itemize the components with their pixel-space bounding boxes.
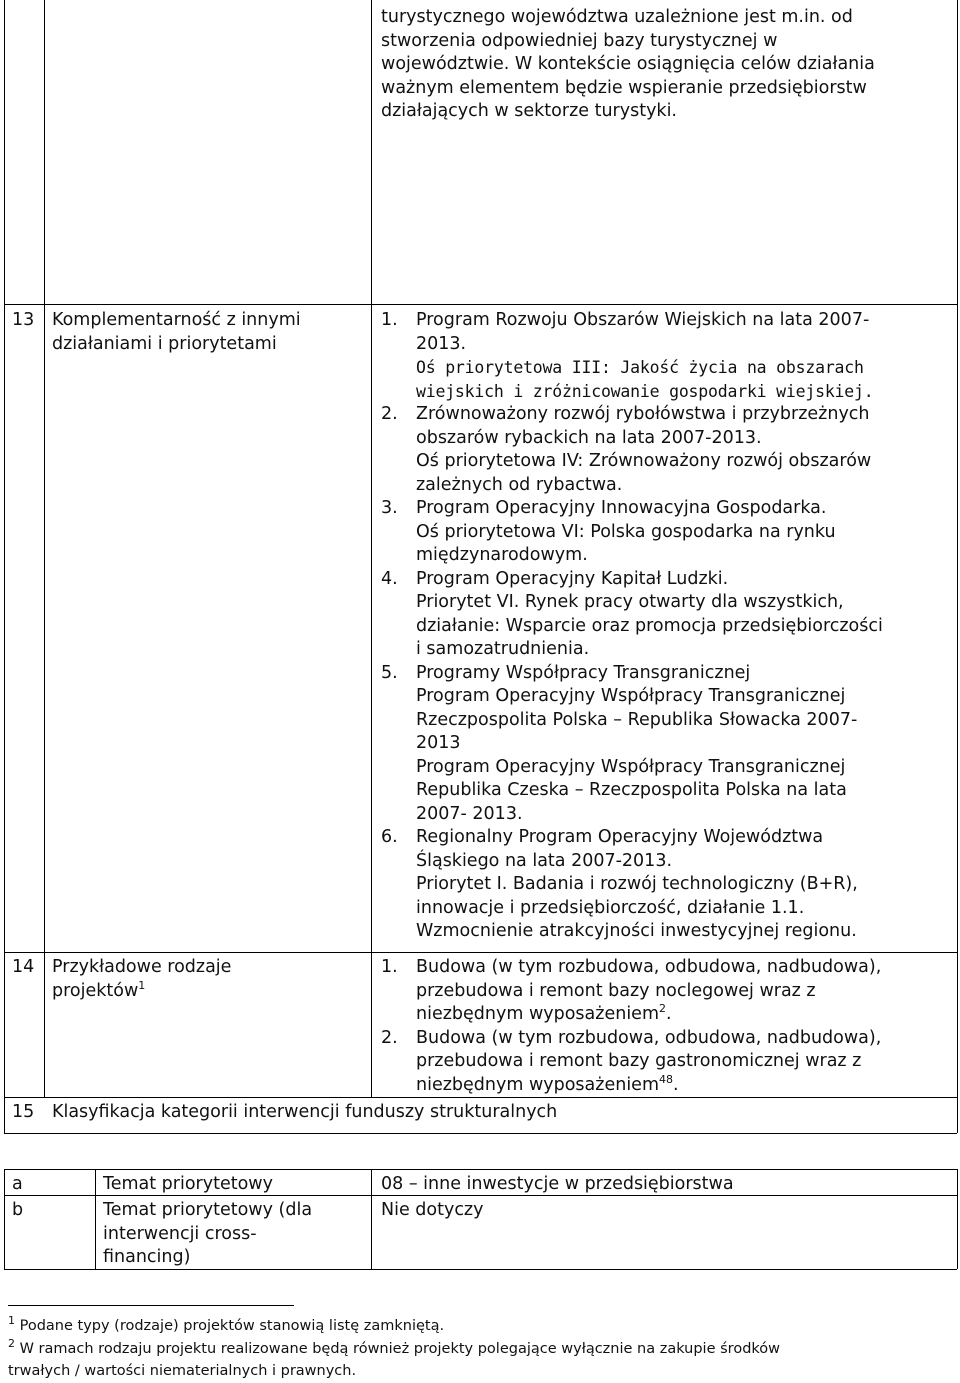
- list-number: 5.: [381, 662, 398, 683]
- text-line: działających w sektorze turystyki.: [381, 101, 677, 121]
- footnote-separator: [8, 1305, 294, 1306]
- list-number: 2.: [381, 1027, 398, 1048]
- text-line: Budowa (w tym rozbudowa, odbudowa, nadbudowa),: [416, 957, 882, 977]
- text-line: [416, 1074, 953, 1098]
- list-number: 4.: [381, 568, 398, 589]
- text-line: przebudowa i remont bazy noclegowej wraz z: [416, 980, 816, 1001]
- table-col-divider-2: [371, 0, 372, 1097]
- list-number: 6.: [381, 827, 398, 847]
- list-item: [381, 497, 953, 568]
- text-line: wiejskich i zróżnicowanie gospodarki wiejskiej.: [416, 381, 874, 401]
- text-line: Programy Współpracy Transgranicznej: [416, 662, 751, 683]
- subtable-label-b: [103, 1199, 367, 1270]
- top-cell-text: [381, 6, 953, 124]
- row-number-15: 15: [12, 1102, 35, 1122]
- footnote-ref[interactable]: 2: [659, 1002, 666, 1016]
- list-item: [381, 956, 953, 1027]
- footnote-1: [8, 1316, 948, 1336]
- row-number-13: 13: [12, 310, 35, 330]
- text-line: zależnych od rybactwa.: [416, 474, 623, 495]
- text-line: przebudowa i remont bazy gastronomicznej wraz z: [416, 1051, 862, 1071]
- text-line: [416, 1003, 953, 1027]
- text-line: Oś priorytetowa III: Jakość życia na obszarach: [416, 358, 864, 377]
- text-line: Republika Czeska – Rzeczpospolita Polska na lata: [416, 780, 847, 800]
- row-label-14: [52, 956, 367, 1003]
- row-divider-13: [4, 304, 957, 305]
- text-line: Program Operacyjny Współpracy Transgranicznej: [416, 686, 846, 706]
- list-item: [381, 568, 953, 662]
- footnote-mark: 2: [8, 1337, 15, 1351]
- text-line: Program Operacyjny Kapitał Ludzki.: [416, 568, 729, 589]
- text-line: Priorytet I. Badania i rozwój technologiczny (B+R),: [416, 874, 858, 894]
- label-line: Temat priorytetowy (dla: [103, 1200, 313, 1220]
- footnote-line: trwałych / wartości niematerialnych i prawnych.: [8, 1363, 357, 1379]
- subtable-key-a: a: [12, 1174, 23, 1194]
- subtable-value-b: Nie dotyczy: [381, 1200, 484, 1220]
- text-line: województwie. W kontekście osiągnięcia celów działania: [381, 54, 875, 74]
- row-number-14: 14: [12, 957, 35, 977]
- text-fragment: .: [673, 1074, 679, 1095]
- text-fragment: niezbędnym wyposażeniem: [416, 1004, 659, 1024]
- text-line: Oś priorytetowa IV: Zrównoważony rozwój obszarów: [416, 451, 872, 471]
- subtable-label-a: Temat priorytetowy: [103, 1174, 273, 1194]
- table-border-bottom: [4, 1133, 957, 1134]
- list-item: [381, 826, 953, 944]
- text-line: Śląskiego na lata 2007-2013.: [416, 850, 673, 871]
- list-number: 1.: [381, 310, 398, 330]
- text-line: Budowa (w tym rozbudowa, odbudowa, nadbudowa),: [416, 1027, 882, 1048]
- list-item: [381, 309, 953, 403]
- text-line: stworzenia odpowiedniej bazy turystycznej w: [381, 30, 778, 51]
- complementarity-list: [381, 309, 953, 944]
- project-types-list: [381, 956, 953, 1097]
- subtable-border-top: [4, 1169, 957, 1170]
- row-divider-14: [4, 952, 957, 953]
- text-line: i samozatrudnienia.: [416, 639, 590, 659]
- list-number: 2.: [381, 404, 398, 424]
- label-line: Przykładowe rodzaje: [52, 957, 232, 977]
- list-item: [381, 1027, 953, 1098]
- text-line: międzynarodowym.: [416, 545, 588, 565]
- subtable-key-b: b: [12, 1200, 24, 1220]
- text-line: innowacje i przedsiębiorczość, działanie 1.1.: [416, 897, 805, 918]
- footnote-ref[interactable]: 48: [659, 1072, 673, 1086]
- text-line: ważnym elementem będzie wspieranie przedsiębiorstw: [381, 77, 867, 98]
- list-number: 1.: [381, 957, 398, 977]
- text-line: 2013: [416, 733, 461, 753]
- subtable-value-a: 08 – inne inwestycje w przedsiębiorstwa: [381, 1174, 734, 1194]
- subtable-col-divider-1: [95, 1169, 96, 1269]
- list-number: 3.: [381, 498, 398, 518]
- label-line: financing): [103, 1247, 191, 1267]
- text-line: 2007- 2013.: [416, 803, 523, 824]
- label-text: projektów: [52, 980, 139, 1001]
- text-line: Program Rozwoju Obszarów Wiejskich na lata 2007-: [416, 310, 870, 330]
- text-line: Oś priorytetowa VI: Polska gospodarka na rynku: [416, 521, 836, 542]
- row-divider-15: [4, 1097, 957, 1098]
- text-line: Zrównoważony rozwój rybołówstwa i przybrzeżnych: [416, 404, 870, 424]
- row-label-13: [52, 309, 367, 356]
- subtable-border-right: [957, 1169, 958, 1269]
- label-line: Komplementarność z innymi: [52, 310, 301, 330]
- row-label-15: Klasyfikacja kategorii interwencji funduszy strukturalnych: [52, 1102, 558, 1122]
- text-line: obszarów rybackich na lata 2007-2013.: [416, 427, 762, 448]
- text-line: Regionalny Program Operacyjny Województwa: [416, 827, 824, 847]
- text-line: Wzmocnienie atrakcyjności inwestycyjnej regionu.: [416, 921, 857, 941]
- table-col-divider-1: [44, 0, 45, 1097]
- text-line: Program Operacyjny Współpracy Transgranicznej: [416, 756, 846, 777]
- table-border-left: [4, 0, 5, 1133]
- text-line: działanie: Wsparcie oraz promocja przedsiębiorczości: [416, 615, 883, 636]
- label-line: interwencji cross-: [103, 1223, 257, 1244]
- text-fragment: niezbędnym wyposażeniem: [416, 1074, 659, 1095]
- footnote-line: [8, 1339, 948, 1359]
- text-fragment: .: [666, 1004, 672, 1024]
- text-line: Priorytet VI. Rynek pracy otwarty dla wszystkich,: [416, 592, 844, 612]
- text-line: turystycznego województwa uzależnione jest m.in. od: [381, 7, 853, 27]
- subtable-border-left: [4, 1169, 5, 1269]
- text-line: 2013.: [416, 333, 467, 354]
- footnote-ref[interactable]: 1: [138, 978, 146, 992]
- text-line: Rzeczpospolita Polska – Republika Słowacka 2007-: [416, 709, 858, 730]
- footnote-mark: 1: [8, 1314, 15, 1328]
- label-line: działaniami i priorytetami: [52, 333, 277, 354]
- footnote-text: Podane typy (rodzaje) projektów stanowią listę zamkniętą.: [19, 1318, 445, 1334]
- label-line: [52, 980, 367, 1004]
- footnote-text: W ramach rodzaju projektu realizowane będą również projekty polegające wyłącznie na zakupie środków: [19, 1341, 781, 1357]
- list-item: [381, 662, 953, 827]
- footnote-2: [8, 1339, 948, 1381]
- table-border-right: [957, 0, 958, 1133]
- text-line: Program Operacyjny Innowacyjna Gospodarka.: [416, 498, 827, 518]
- list-item: [381, 403, 953, 497]
- subtable-col-divider-2: [371, 1169, 372, 1269]
